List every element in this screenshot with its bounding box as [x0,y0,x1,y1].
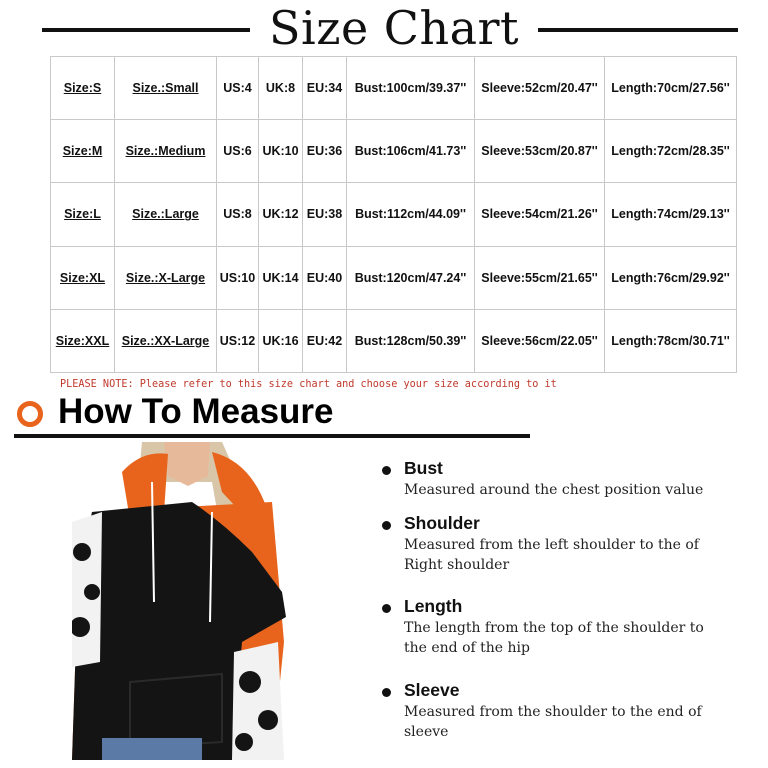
measure-title-length: Length [404,596,463,616]
table-cell: Sleeve:52cm/20.47'' [475,57,605,120]
table-cell: Size:M [51,120,115,183]
page-title: Size Chart [268,1,520,55]
table-cell: Length:76cm/29.92'' [605,246,737,309]
measure-title-bust: Bust [404,458,443,478]
table-cell: Size.:Small [115,57,217,120]
table-cell: Size:S [51,57,115,120]
measure-desc-sleeve: Measured from the shoulder to the end of sleeve [404,704,702,740]
table-cell: Bust:120cm/47.24'' [347,246,475,309]
bullet-icon [382,604,391,613]
table-cell: Length:72cm/28.35'' [605,120,737,183]
title-rule-left [42,28,250,32]
size-chart-header [0,0,768,56]
table-cell: Length:78cm/30.71'' [605,309,737,372]
table-cell: Length:74cm/29.13'' [605,183,737,246]
measure-desc-length: The length from the top of the shoulder to the end of the hip [404,620,704,656]
table-cell: UK:10 [259,120,303,183]
table-cell: UK:8 [259,57,303,120]
table-cell: US:12 [217,309,259,372]
table-cell: Bust:128cm/50.39'' [347,309,475,372]
table-row [51,246,737,309]
table-cell: Size.:X-Large [115,246,217,309]
table-cell: Size.:Large [115,183,217,246]
table-cell: EU:36 [303,120,347,183]
table-cell: Bust:112cm/44.09'' [347,183,475,246]
table-cell: Sleeve:55cm/21.65'' [475,246,605,309]
measure-desc-shoulder: Measured from the left shoulder to the of Right shoulder [404,537,699,573]
table-row [51,57,737,120]
table-cell: Sleeve:53cm/20.87'' [475,120,605,183]
table-cell: Size:XXL [51,309,115,372]
table-cell: Bust:106cm/41.73'' [347,120,475,183]
bullet-icon [382,688,391,697]
table-cell: Sleeve:56cm/22.05'' [475,309,605,372]
table-cell: Sleeve:54cm/21.26'' [475,183,605,246]
table-cell: EU:40 [303,246,347,309]
table-cell: EU:38 [303,183,347,246]
measure-title-shoulder: Shoulder [404,513,480,533]
bullet-icon [382,521,391,530]
table-row [51,120,737,183]
table-cell: UK:14 [259,246,303,309]
table-cell: Size:L [51,183,115,246]
table-cell: Length:70cm/27.56'' [605,57,737,120]
table-row [51,183,737,246]
measure-title-sleeve: Sleeve [404,680,460,700]
table-cell: Size:XL [51,246,115,309]
table-cell: UK:12 [259,183,303,246]
section-rule [14,434,530,438]
table-cell: UK:16 [259,309,303,372]
table-row [51,309,737,372]
table-cell: US:4 [217,57,259,120]
measure-desc-bust: Measured around the chest position value [404,482,704,498]
table-cell: Bust:100cm/39.37'' [347,57,475,120]
table-cell: EU:42 [303,309,347,372]
hoodie-model-image [72,442,286,760]
title-rule-right [538,28,738,32]
table-cell: Size.:XX-Large [115,309,217,372]
table-cell: EU:34 [303,57,347,120]
table-cell: Size.:Medium [115,120,217,183]
table-cell: US:6 [217,120,259,183]
section-title: How To Measure [58,392,334,431]
hoodie-illustration [72,442,286,760]
size-note: PLEASE NOTE: Please refer to this size chart and choose your size according to it [60,379,557,390]
table-cell: US:10 [217,246,259,309]
table-cell: US:8 [217,183,259,246]
bullet-icon [382,466,391,475]
target-icon [17,401,43,427]
size-table [50,56,737,373]
